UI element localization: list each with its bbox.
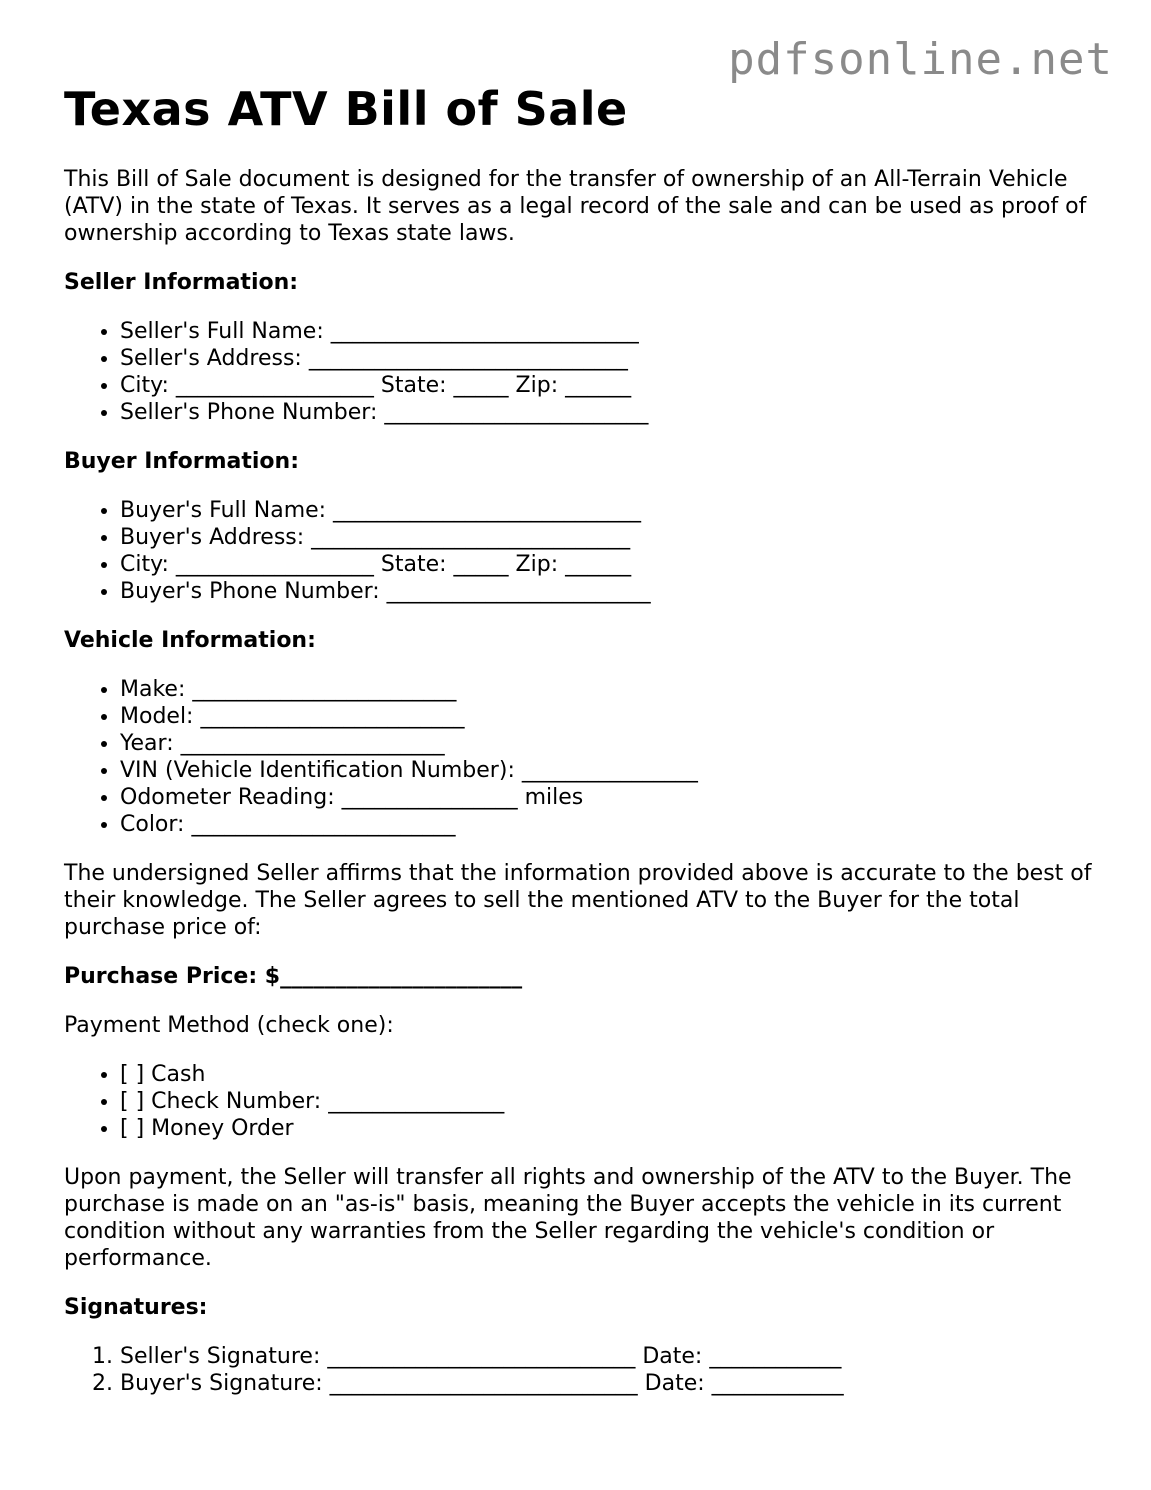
seller-city-state-zip-field[interactable]: • City: __________________ State: _____ Zip: ______ bbox=[120, 372, 1104, 399]
payment-method-label: Payment Method (check one): bbox=[64, 1013, 394, 1038]
signatures-list bbox=[64, 1343, 1104, 1397]
payment-money-order-checkbox[interactable]: • [ ] Money Order bbox=[120, 1115, 1104, 1142]
affirmation-paragraph: The undersigned Seller affirms that the information provided above is accurate to the best of their knowledge. The Seller agrees to sell the mentioned ATV to the Buyer for the total purchase price of: bbox=[64, 861, 1092, 940]
document-title: Texas ATV Bill of Sale bbox=[64, 82, 628, 136]
seller-list bbox=[64, 318, 1104, 426]
seller-address-field[interactable]: • Seller's Address: _____________________________ bbox=[120, 345, 1104, 372]
vehicle-year-field[interactable]: • Year: ________________________ bbox=[120, 730, 1104, 757]
buyer-address-field[interactable]: • Buyer's Address: _____________________________ bbox=[120, 524, 1104, 551]
document-page bbox=[64, 82, 1104, 1397]
purchase-price-field[interactable]: Purchase Price: $______________________ bbox=[64, 964, 523, 989]
buyer-city-state-zip-field[interactable]: • City: __________________ State: _____ Zip: ______ bbox=[120, 551, 1104, 578]
vehicle-model-field[interactable]: • Model: ________________________ bbox=[120, 703, 1104, 730]
buyer-signature-field[interactable]: 2. Buyer's Signature: ____________________________ Date: ____________ bbox=[120, 1370, 1104, 1397]
payment-check-checkbox[interactable]: • [ ] Check Number: ________________ bbox=[120, 1088, 1104, 1115]
buyer-phone-field[interactable]: • Buyer's Phone Number: ________________________ bbox=[120, 578, 1104, 605]
vehicle-vin-field[interactable]: • VIN (Vehicle Identification Number): ________________ bbox=[120, 757, 1104, 784]
watermark: pdfsonline.net bbox=[728, 34, 1113, 85]
transfer-paragraph: Upon payment, the Seller will transfer all rights and ownership of the ATV to the Buyer. The purchase is made on an "as-is" basis, meaning the Buyer accepts the vehicle in its current condition without any warranties from the Seller regarding the vehicle's condition or performance. bbox=[64, 1165, 1072, 1271]
seller-phone-field[interactable]: • Seller's Phone Number: ________________________ bbox=[120, 399, 1104, 426]
vehicle-heading: Vehicle Information: bbox=[64, 628, 316, 653]
vehicle-color-field[interactable]: • Color: ________________________ bbox=[120, 811, 1104, 838]
vehicle-make-field[interactable]: • Make: ________________________ bbox=[120, 676, 1104, 703]
payment-cash-checkbox[interactable]: • [ ] Cash bbox=[120, 1061, 1104, 1088]
buyer-list bbox=[64, 497, 1104, 605]
buyer-full-name-field[interactable]: • Buyer's Full Name: ____________________________ bbox=[120, 497, 1104, 524]
buyer-heading: Buyer Information: bbox=[64, 449, 299, 474]
seller-signature-field[interactable]: 1. Seller's Signature: ____________________________ Date: ____________ bbox=[120, 1343, 1104, 1370]
intro-paragraph: This Bill of Sale document is designed for the transfer of ownership of an All-Terrain Vehicle (ATV) in the state of Texas. It serves as a legal record of the sale and can be used as proof of ownership according to Texas state laws. bbox=[64, 167, 1087, 246]
vehicle-odometer-field[interactable]: • Odometer Reading: ________________ miles bbox=[120, 784, 1104, 811]
vehicle-list bbox=[64, 676, 1104, 838]
signatures-heading: Signatures: bbox=[64, 1295, 208, 1320]
seller-heading: Seller Information: bbox=[64, 270, 299, 295]
seller-full-name-field[interactable]: • Seller's Full Name: ____________________________ bbox=[120, 318, 1104, 345]
payment-method-list bbox=[64, 1061, 1104, 1142]
